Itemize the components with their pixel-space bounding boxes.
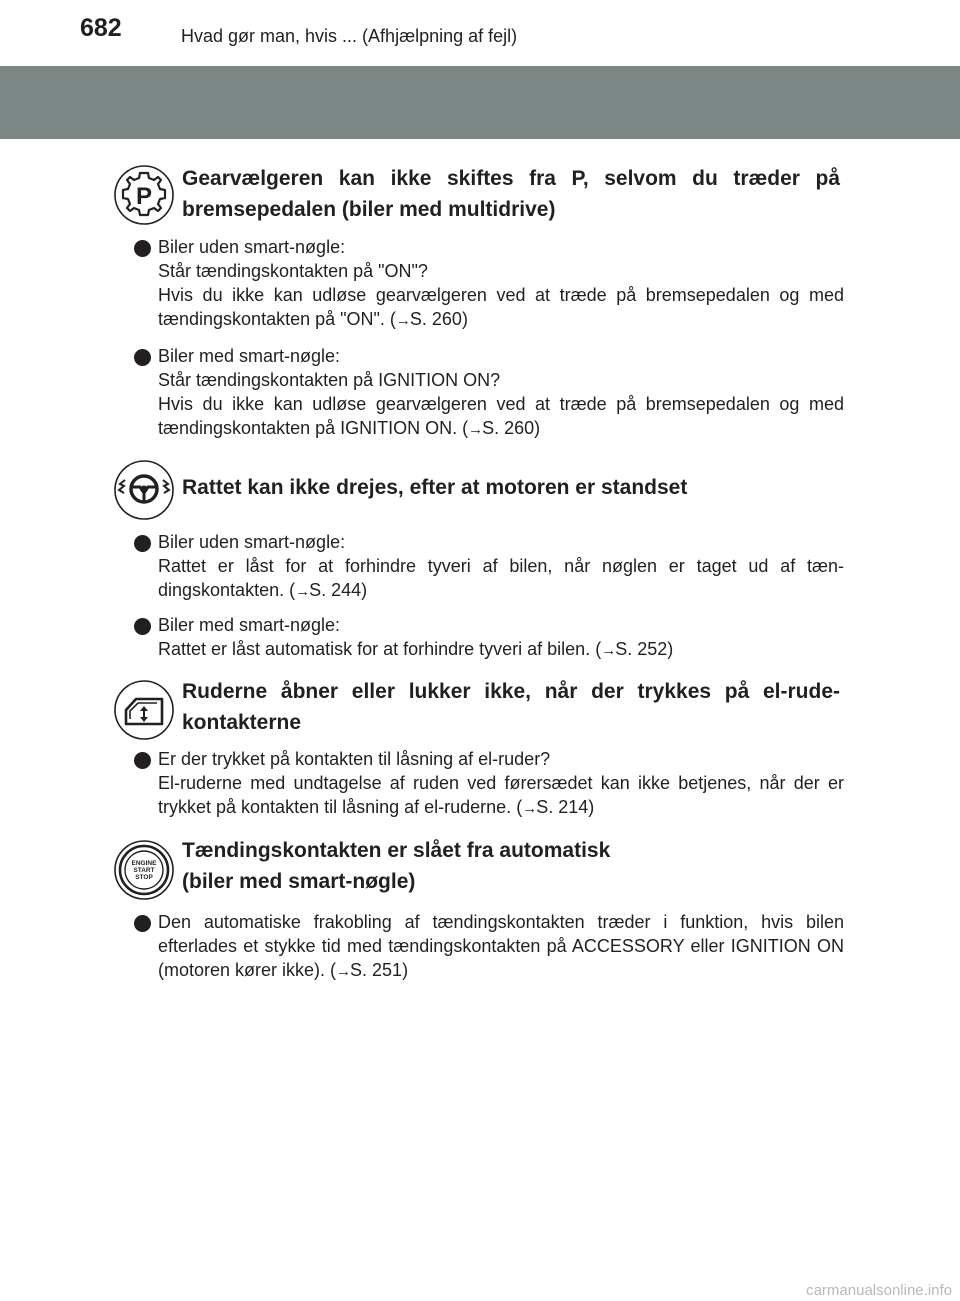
item-line: Står tændingskontakten på "ON"?	[158, 261, 428, 281]
page-ref-link[interactable]: S. 260)	[482, 418, 541, 438]
svg-text:START: START	[133, 867, 155, 874]
header-title: Hvad gør man, hvis ... (Afhjælpning af fejl)	[181, 26, 518, 46]
bullet-icon	[134, 535, 151, 552]
item-line: Biler med smart-nøgle:	[158, 615, 341, 635]
bullet-icon	[134, 752, 151, 769]
page-number: 682	[80, 14, 122, 42]
header-band	[0, 66, 960, 139]
arrow-icon: →	[468, 421, 483, 438]
section-title: Gearvælgeren kan ikke skiftes fra P, selvom du træder på bremsepedalen (biler med multidrive)	[182, 167, 840, 221]
svg-text:ENGINE: ENGINE	[131, 860, 157, 867]
page-ref-link[interactable]: S. 252)	[615, 639, 674, 659]
page-header	[0, 0, 960, 58]
section-ignition-off	[114, 835, 844, 901]
section-title-line: (biler med smart-nøgle)	[182, 870, 416, 893]
arrow-icon: →	[522, 800, 537, 817]
item-line: Biler med smart-nøgle:	[158, 346, 341, 366]
item-paragraph	[158, 910, 844, 984]
arrow-icon: →	[295, 583, 310, 600]
item-line: Rattet er låst automatisk for at forhindre tyveri af bilen. (	[158, 639, 602, 659]
section-steering-lock	[114, 460, 844, 520]
page-ref-link[interactable]: S. 251)	[350, 960, 409, 980]
bullet-icon	[134, 240, 151, 257]
page-ref-link[interactable]: S. 260)	[409, 309, 468, 329]
bullet-icon	[134, 349, 151, 366]
svg-text:STOP: STOP	[135, 874, 153, 881]
item-line: Den automatiske frakobling af tændingskontakten træder i funktion, hvis bilen efterlades et stykke tid med tændingskontakten på ACCESSORY eller IGNITION ON (motoren kører ikke). (	[158, 912, 844, 980]
item-line: Rattet er låst for at forhindre tyveri af bilen, når nøglen er taget ud af tæn-dingskontakten. (	[158, 556, 844, 600]
svg-text:P: P	[135, 183, 153, 210]
item-paragraph	[158, 554, 844, 604]
page-ref-link[interactable]: S. 244)	[309, 580, 368, 600]
section-title	[182, 835, 840, 897]
bullet-icon	[134, 618, 151, 635]
section-power-window	[114, 676, 844, 742]
section-title: Ruderne åbner eller lukker ikke, når der trykkes på el-rude-kontakterne	[182, 680, 840, 734]
arrow-icon: →	[395, 312, 410, 329]
item-line: Biler uden smart-nøgle:	[158, 237, 346, 257]
item-line: Er der trykket på kontakten til låsning af el-ruder?	[158, 749, 551, 769]
section-shift-lock	[114, 163, 844, 229]
item-line: Står tændingskontakten på IGNITION ON?	[158, 370, 501, 390]
item-paragraph	[158, 771, 844, 821]
section-title-line: Tændingskontakten er slået fra automatisk	[182, 839, 611, 862]
item-paragraph	[158, 637, 844, 663]
steering-lock-icon	[114, 460, 174, 520]
footer-watermark: carmanualsonline.info	[806, 1282, 952, 1299]
arrow-icon: →	[336, 963, 351, 980]
item-paragraph	[158, 392, 844, 442]
item-line: Hvis du ikke kan udløse gearvælgeren ved at træde på bremsepedalen og med tændingskontakten på IGNITION ON. (	[158, 394, 844, 438]
engine-start-stop-icon	[114, 840, 174, 900]
item-paragraph	[158, 283, 844, 333]
section-title: Rattet kan ikke drejes, efter at motoren er standset	[182, 476, 688, 499]
page-ref-link[interactable]: S. 214)	[536, 797, 595, 817]
power-window-icon	[114, 680, 174, 740]
item-line: Biler uden smart-nøgle:	[158, 532, 346, 552]
bullet-icon	[134, 915, 151, 932]
arrow-icon: →	[601, 642, 616, 659]
item-line: Hvis du ikke kan udløse gearvælgeren ved at træde på bremsepedalen og med tændingskontakten på "ON". (	[158, 285, 844, 329]
shift-lock-p-icon	[114, 165, 174, 225]
item-line: El-ruderne med undtagelse af ruden ved førersædet kan ikke betjenes, når der er trykket på kontakten til låsning af el-ruderne. (	[158, 773, 844, 817]
